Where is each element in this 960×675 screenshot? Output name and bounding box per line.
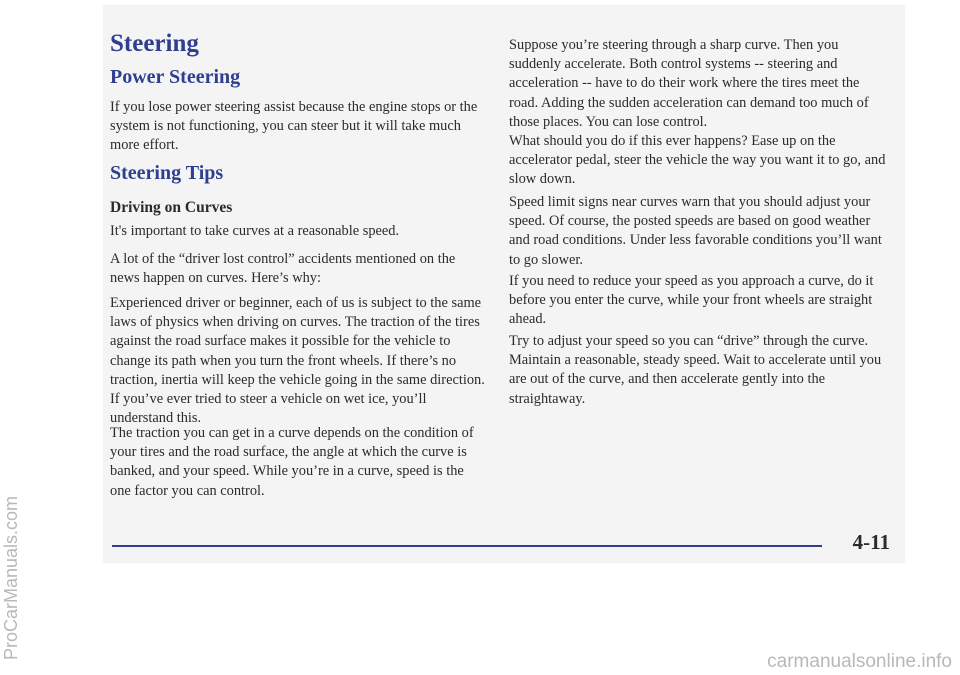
page-title: Steering xyxy=(110,30,199,57)
steering-tips-heading: Steering Tips xyxy=(110,162,224,184)
right-paragraph-5: Try to adjust your speed so you can “drive” through the curve. Maintain a reasonable, steady speed. Wait to accelerate until you are out of the curve, and then accelerate gently into the straightaway. xyxy=(509,333,882,407)
driving-on-curves-subheading: Driving on Curves xyxy=(110,199,233,216)
right-paragraph-2: What should you do if this ever happens? Ease up on the accelerator pedal, steer the vehicle the way you want it to go, and slow down. xyxy=(509,133,886,188)
right-paragraph-3: Speed limit signs near curves warn that you should adjust your speed. Of course, the posted speeds are based on good weather and road conditions. Under less favorable conditions you’ll want to go slower. xyxy=(509,194,882,268)
page-number: 4-11 xyxy=(852,530,890,554)
curves-paragraph-3: Experienced driver or beginner, each of us is subject to the same laws of physics when driving on curves. The traction of the tires against the road surface makes it possible for the vehicle to change its path when you turn the front wheels. If there’s no traction, inertia will keep the vehicle going in the same direction. If you’ve ever tried to steer a vehicle on wet ice, you’ll understand this. xyxy=(110,295,485,427)
right-paragraph-4: If you need to reduce your speed as you approach a curve, do it before you enter the curve, while your front wheels are straight ahead. xyxy=(509,273,874,328)
right-paragraph-1: Suppose you’re steering through a sharp curve. Then you suddenly accelerate. Both control systems -- steering and acceleration -- have to do their work where the tires meet the road. Adding the sudden acceleration can demand too much of those places. You can lose control. xyxy=(509,37,869,130)
curves-paragraph-4: The traction you can get in a curve depends on the condition of your tires and the road surface, the angle at which the curve is banked, and your speed. While you’re in a curve, speed is the one factor you can control. xyxy=(110,425,474,499)
footer-watermark: carmanualsonline.info xyxy=(767,651,952,672)
side-watermark: ProCarManuals.com xyxy=(1,495,21,660)
power-steering-heading: Power Steering xyxy=(110,66,241,88)
curves-paragraph-2: A lot of the “driver lost control” accidents mentioned on the news happen on curves. Here’s why: xyxy=(110,251,456,287)
footer-rule xyxy=(112,545,822,547)
curves-paragraph-1: It's important to take curves at a reasonable speed. xyxy=(110,223,400,239)
power-steering-paragraph: If you lose power steering assist because the engine stops or the system is not functioning, you can steer but it will take much more effort. xyxy=(110,99,478,154)
